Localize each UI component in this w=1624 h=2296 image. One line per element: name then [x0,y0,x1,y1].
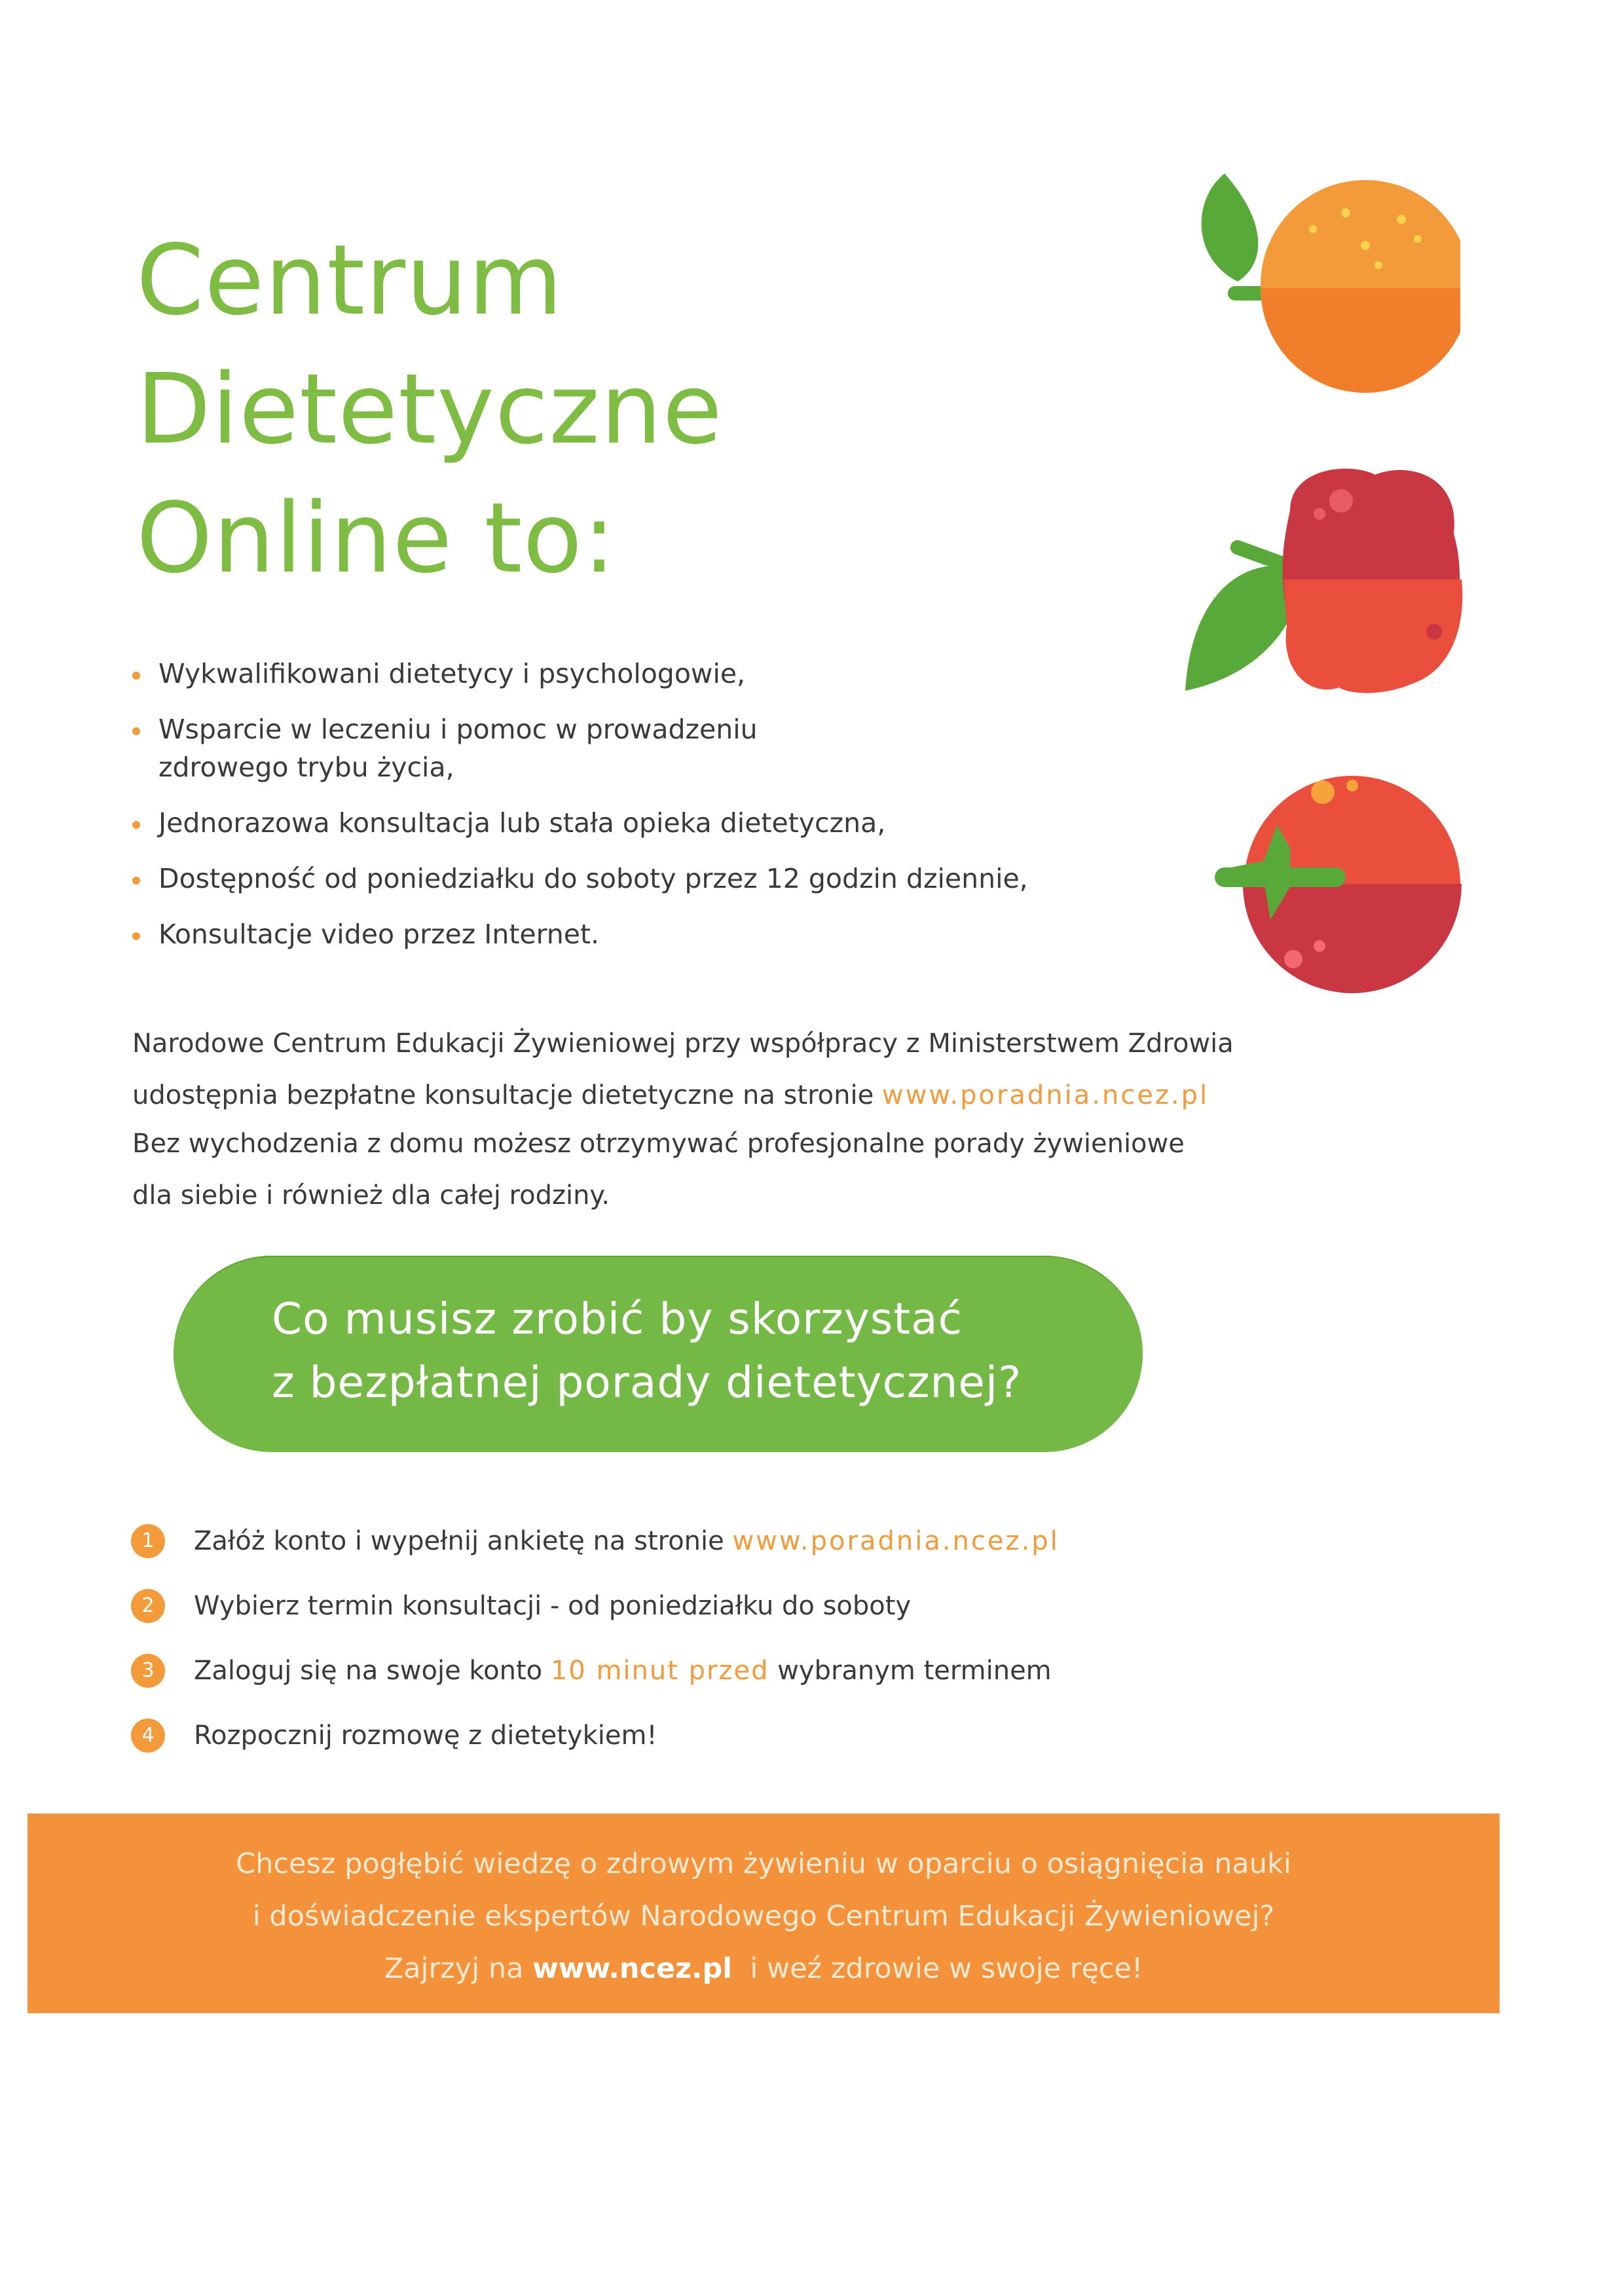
step-highlight: 10 minut przed [550,1656,769,1686]
feature-text: zdrowego trybu życia, [158,752,454,783]
intro-text: udostępnia bezpłatne konsultacje dietetyczne na stronie [132,1080,882,1110]
feature-list [131,655,1028,971]
intro-line-3: Bez wychodzenia z domu możesz otrzymywać profesjonalne porady żywieniowe [132,1129,1185,1159]
apple-fruit-icon [1179,462,1467,710]
step-number-badge: 3 [131,1654,165,1688]
banner-line-3 [28,1942,1500,1995]
poradnia-link[interactable]: www.poradnia.ncez.pl [732,1526,1060,1556]
step-text-main: Zaloguj się na swoje konto [194,1656,551,1686]
cta-heading [272,1287,1022,1414]
steps-list [131,1519,1060,1778]
banner-text-post: i weź zdrowie w swoje ręce! [732,1952,1143,1985]
ncez-link[interactable]: www.ncez.pl [532,1952,733,1985]
step-text [194,1526,1060,1556]
cta-pill [174,1256,1143,1452]
step-item [131,1649,1060,1713]
step-number-badge: 1 [131,1524,165,1558]
step-number-badge: 2 [131,1589,165,1623]
tomato-fruit-icon [1205,763,1467,1005]
title-line-3: Online to: [136,482,616,594]
banner-text [28,1813,1500,1995]
step-text: Wybierz termin konsultacji - od poniedziałku do soboty [194,1591,912,1621]
cta-line-1: Co musisz zrobić by skorzystać [272,1294,963,1344]
bottom-banner [28,1813,1500,2013]
step-text: Rozpocznij rozmowę z dietetykiem! [194,1721,657,1751]
cta-line-2: z bezpłatnej porady dietetycznej? [272,1357,1022,1408]
orange-fruit-icon [1185,173,1460,396]
step-number-badge: 4 [131,1719,165,1753]
poradnia-link[interactable]: www.poradnia.ncez.pl [881,1080,1209,1110]
step-text-main: Załóż konto i wypełnij ankietę na stronie [194,1526,733,1556]
page-title [136,216,723,603]
feature-item [131,710,1028,786]
step-item [131,1584,1060,1649]
title-line-2: Dietetyczne [136,353,723,465]
step-item [131,1713,1060,1778]
feature-item: Konsultacje video przez Internet. [131,915,1028,953]
feature-item: Jednorazowa konsultacja lub stała opieka dietetyczna, [131,804,1028,842]
intro-line-1: Narodowe Centrum Edukacji Żywieniowej przy współpracy z Ministerstwem Zdrowia [132,1029,1234,1059]
step-text [194,1656,1052,1686]
feature-text: Wsparcie w leczeniu i pomoc w prowadzeniu [158,714,758,745]
banner-text-pre: Zajrzyj na [384,1952,533,1985]
feature-item: Dostępność od poniedziałku do soboty przez 12 godzin dziennie, [131,860,1028,898]
title-line-1: Centrum [136,224,564,337]
feature-item: Wykwalifikowani dietetycy i psychologowie, [131,655,1028,693]
step-item [131,1519,1060,1584]
intro-paragraph [132,1018,1311,1225]
intro-line-2 [132,1070,1311,1121]
banner-line-2: i doświadczenie ekspertów Narodowego Centrum Edukacji Żywieniowej? [252,1900,1275,1933]
intro-line-4: dla siebie i również dla całej rodziny. [132,1180,610,1211]
banner-line-1: Chcesz pogłębić wiedzę o zdrowym żywieniu w oparciu o osiągnięcia nauki [236,1848,1291,1880]
step-text-post: wybranym terminem [769,1656,1052,1686]
